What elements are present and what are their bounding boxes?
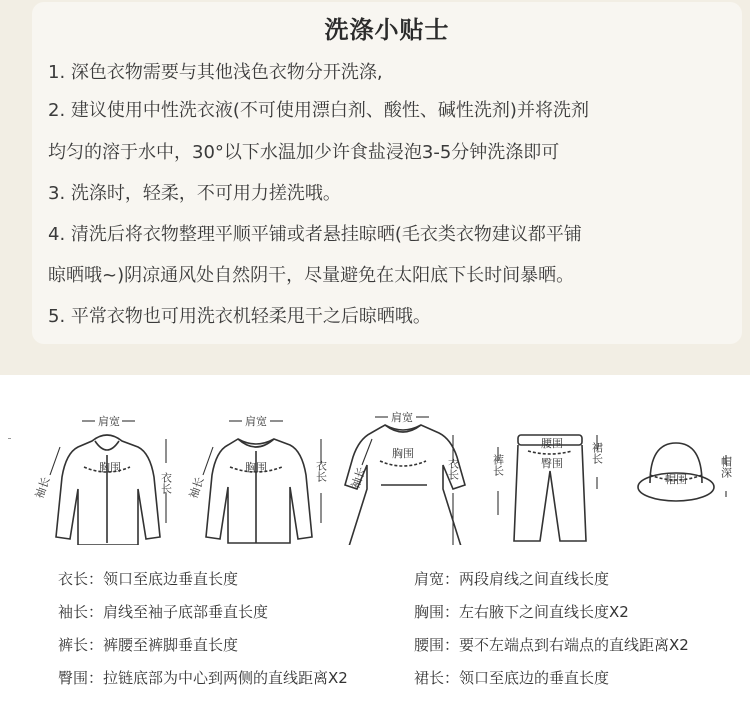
tip-line-4b: 晾晒哦~)阴凉通风处自然阴干，尽量避免在太阳底下长时间暴晒。 <box>48 265 575 286</box>
cardigan-shoulder-label: 肩宽 <box>245 415 267 428</box>
size-guide-section <box>0 375 750 715</box>
skirt-length-label: 裙长 <box>590 442 604 464</box>
tip-line-4: 4. 清洗后将衣物整理平顺平铺或者悬挂晾晒(毛衣类衣物建议都平铺 <box>48 224 582 245</box>
hat-depth-label: 帽深 <box>719 456 733 478</box>
def-hip: 臀围：拉链底部为中心到两侧的直线距离X2 <box>58 669 348 687</box>
def-chest: 胸围：左右腋下之间直线长度X2 <box>414 603 629 621</box>
measure-arrows <box>50 417 726 545</box>
hat-circ-label: 帽围 <box>665 473 687 486</box>
cardigan-chest-label: 胸围 <box>245 461 267 474</box>
def-garment-length: 衣长：领口至底边垂直长度 <box>58 570 239 588</box>
dress-chest-label: 胸围 <box>392 447 414 460</box>
jacket-sleeve-label: 袖长 <box>32 475 53 501</box>
dress-sleeve-label: 袖长 <box>348 465 369 491</box>
def-shoulder-width: 肩宽：两段肩线之间直线长度 <box>414 570 610 588</box>
hat-icon <box>638 443 714 501</box>
def-sleeve-length: 袖长：肩线至袖子底部垂直长度 <box>58 603 269 621</box>
jacket-shoulder-label: 肩宽 <box>98 415 120 428</box>
jacket-chest-label: 胸围 <box>99 461 121 474</box>
dress-shoulder-label: 肩宽 <box>391 411 413 424</box>
garment-diagrams <box>0 405 750 545</box>
cardigan-sleeve-label: 袖长 <box>186 475 207 501</box>
def-waist: 腰围：要不左端点到右端点的直线距离X2 <box>414 636 689 654</box>
tip-line-5: 5. 平常衣物也可用洗衣机轻柔甩干之后晾晒哦。 <box>48 306 431 327</box>
pants-length-label: 裤长 <box>491 454 505 476</box>
cardigan-length-label: 衣长 <box>314 460 328 482</box>
jacket-length-label: 衣长 <box>159 472 173 494</box>
tip-line-2b: 均匀的溶于水中，30°以下水温加少许食盐浸泡3-5分钟洗涤即可 <box>48 142 560 163</box>
def-skirt-length: 裙长：领口至底边的垂直长度 <box>414 669 610 687</box>
pants-icon <box>514 435 586 541</box>
pants-hip-label: 臀围 <box>541 457 563 470</box>
tips-card <box>32 2 742 344</box>
tips-title: 洗涤小贴士 <box>324 16 450 44</box>
def-pants-length: 裤长：裤腰至裤脚垂直长度 <box>58 636 239 654</box>
jacket-icon <box>56 435 160 545</box>
tip-line-3: 3. 洗涤时，轻柔，不可用力搓洗哦。 <box>48 183 341 204</box>
dress-length-label: 衣长 <box>446 458 460 480</box>
tip-line-1: 1. 深色衣物需要与其他浅色衣物分开洗涤, <box>48 62 383 83</box>
cardigan-icon <box>206 439 312 543</box>
tip-line-2: 2. 建议使用中性洗衣液(不可使用漂白剂、酸性、碱性洗剂)并将洗剂 <box>48 100 589 121</box>
pants-waist-label: 腰围 <box>541 437 563 450</box>
